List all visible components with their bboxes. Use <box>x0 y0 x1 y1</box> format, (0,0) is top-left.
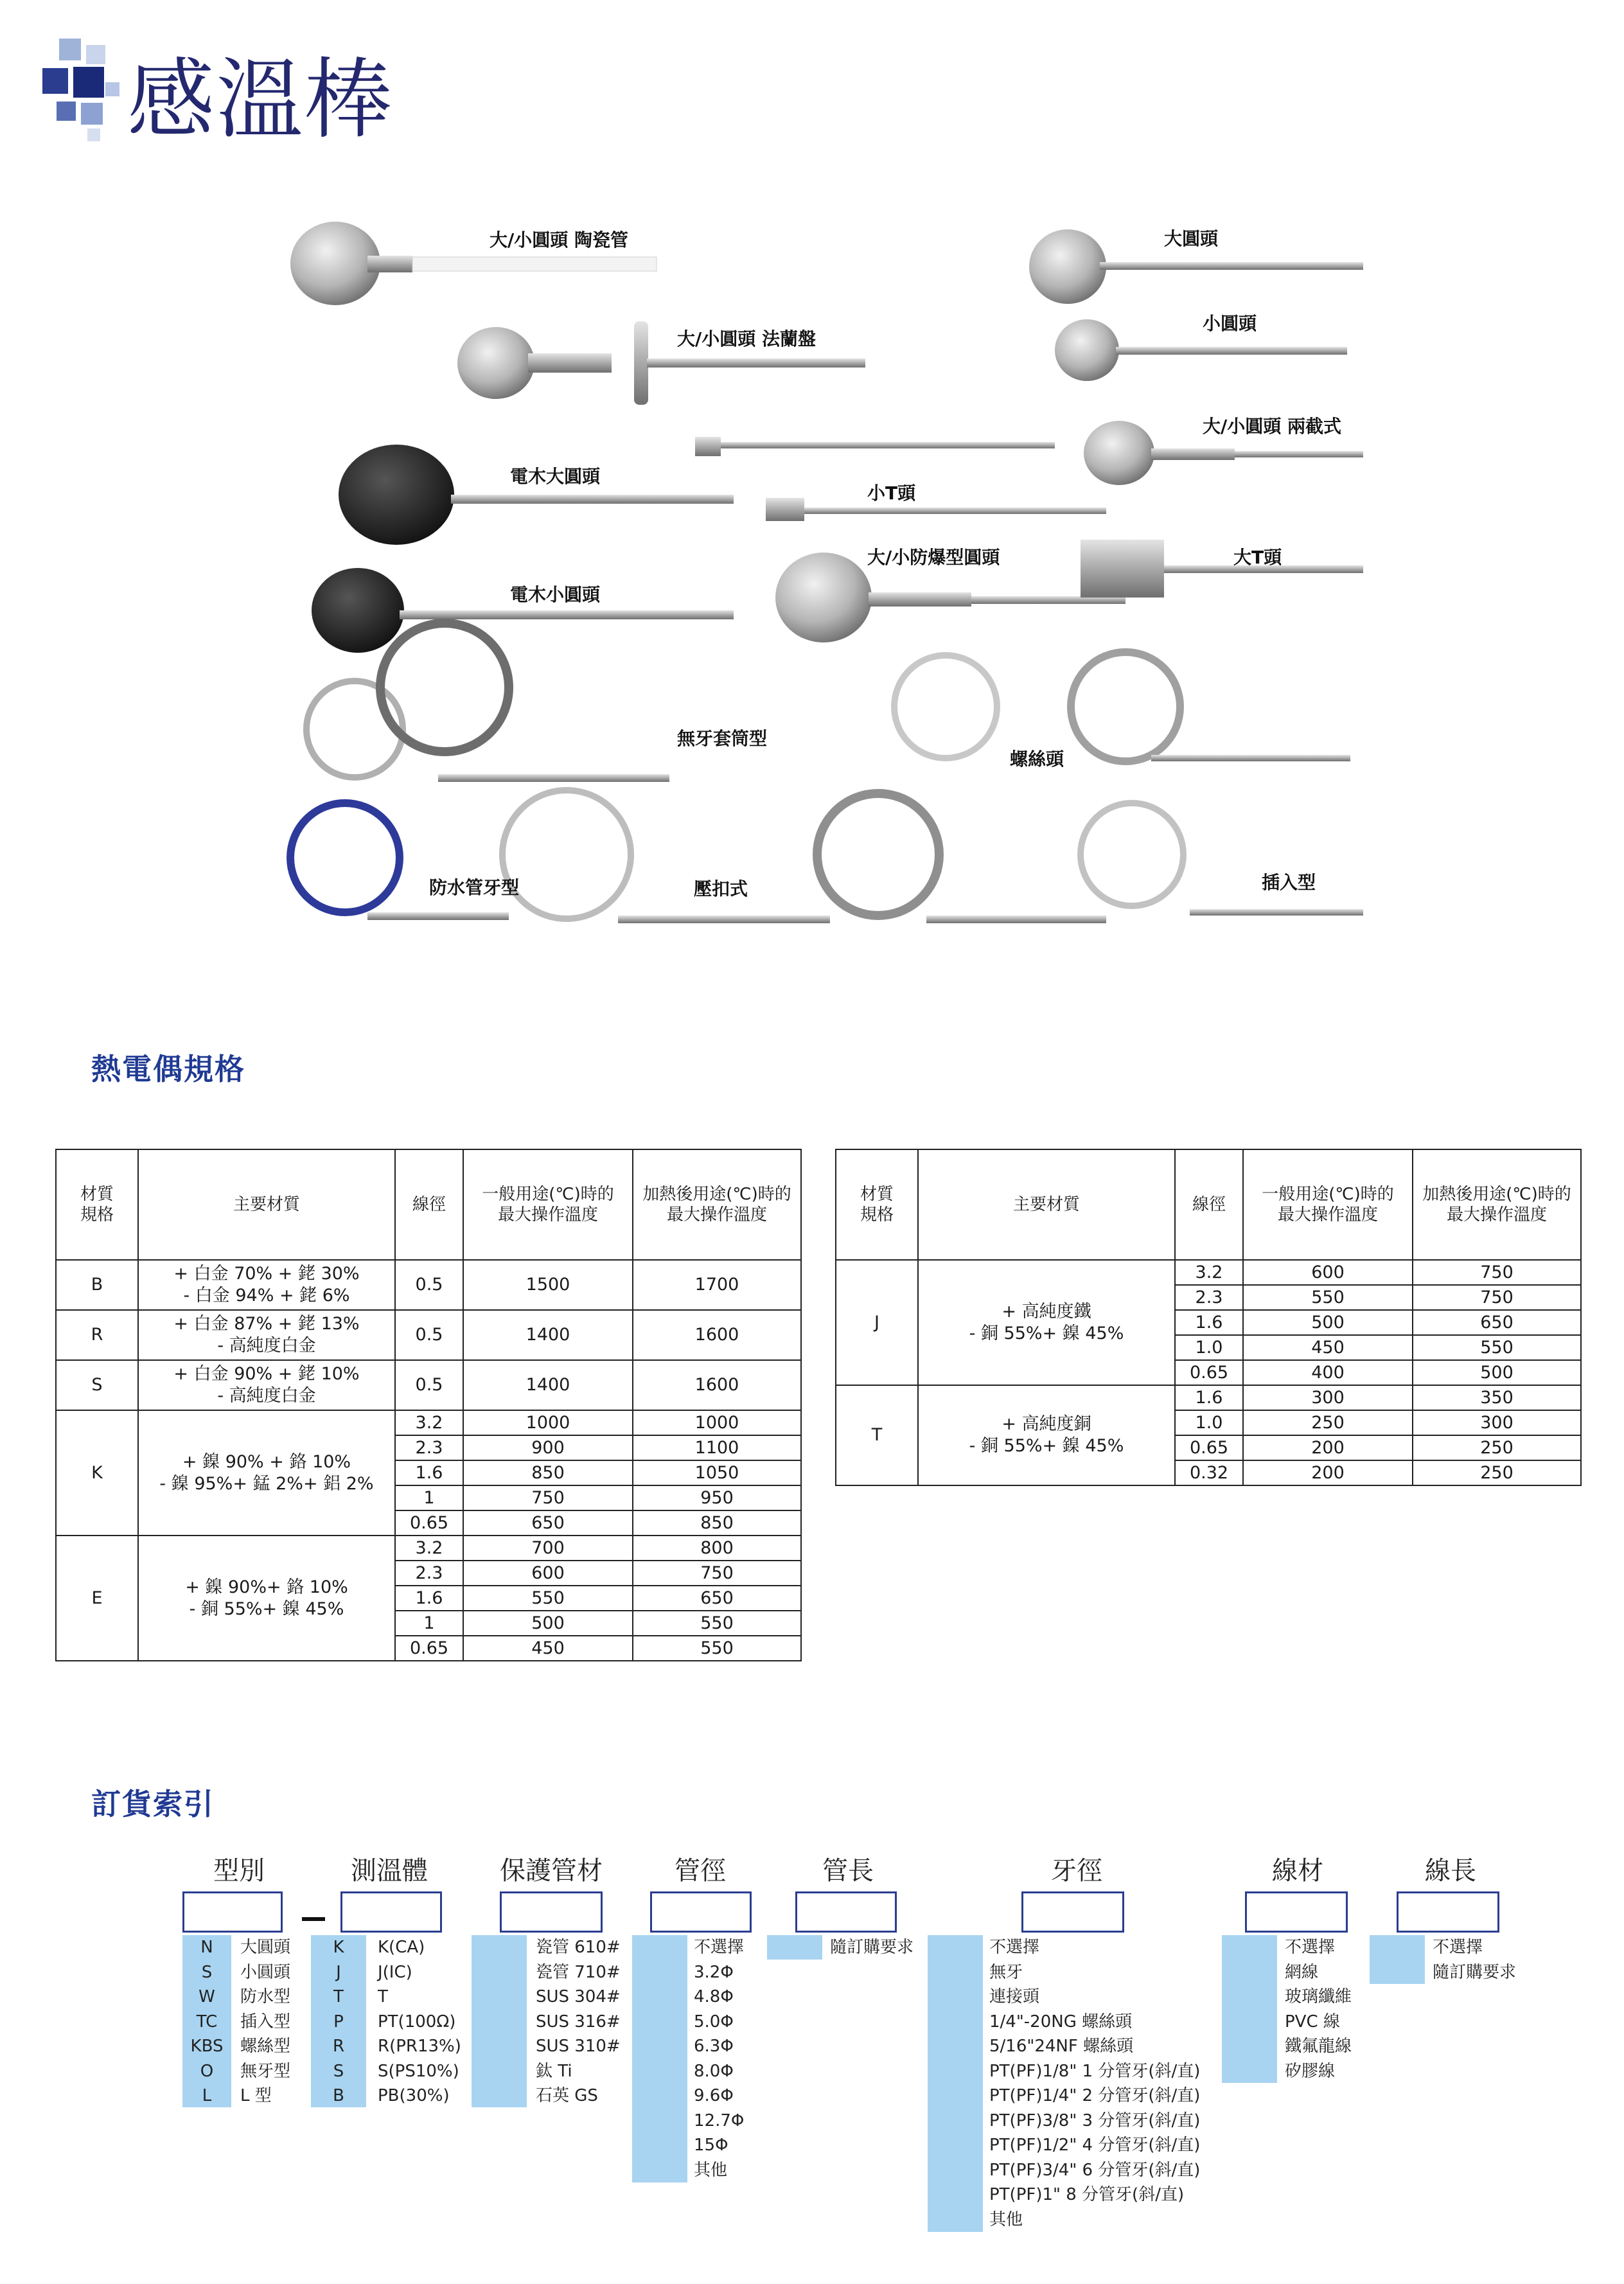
list-item: O <box>200 2061 214 2081</box>
list-item: 鈦 Ti <box>536 2061 572 2081</box>
header-heated-temp: 加熱後用途(℃)時的 最大操作溫度 <box>633 1149 801 1260</box>
label-bakelite-small: 電木小圓頭 <box>510 584 601 605</box>
tube-material-list <box>536 1935 621 2109</box>
header-normal-temp: 一般用途(℃)時的 最大操作溫度 <box>463 1149 633 1260</box>
diameter-input[interactable] <box>650 1891 752 1933</box>
label-explosion-proof: 大/小防爆型圓頭 <box>867 547 1000 568</box>
heading-type: 型別 <box>213 1856 265 1886</box>
brand-logo <box>39 33 119 141</box>
list-item: 鐵氟龍線 <box>1285 2037 1352 2056</box>
table-row: 0.65 650 850 <box>56 1510 801 1536</box>
list-item: 無牙 <box>989 1962 1023 1982</box>
table-row: 1.0 250 300 <box>836 1410 1581 1435</box>
cable-coil-images <box>290 623 1183 919</box>
list-item: J <box>336 1962 341 1982</box>
list-item: 隨訂購要求 <box>830 1938 914 1957</box>
large-t-head-image <box>1081 540 1363 598</box>
list-item: 1/4"-20NG 螺絲頭 <box>989 2012 1133 2032</box>
list-item: 不選擇 <box>1433 1938 1483 1957</box>
list-item: PT(PF)1/4" 2 分管牙(斜/直) <box>989 2086 1201 2105</box>
list-item: 網線 <box>1285 1962 1319 1982</box>
list-item: 5.0Φ <box>694 2012 734 2032</box>
order-section-title: 訂貨索引 <box>91 1787 215 1821</box>
table-row: 0.65 200 250 <box>836 1435 1581 1460</box>
heading-thread: 牙徑 <box>1051 1856 1102 1886</box>
wire-length-list <box>1433 1935 1516 1985</box>
tube-length-input[interactable] <box>795 1891 897 1933</box>
spec-table-left <box>55 1149 802 1661</box>
list-item: PVC 線 <box>1285 2012 1340 2032</box>
spec-table-right <box>835 1149 1582 1486</box>
list-item: 插入型 <box>240 2012 291 2032</box>
list-item: KBS <box>190 2037 224 2056</box>
table-row: S + 白金 90% + 銠 10% - 高純度白金 0.5 1400 1600 <box>56 1360 801 1410</box>
table-row: 1.6 850 1050 <box>56 1460 801 1485</box>
heading-diameter: 管徑 <box>675 1856 726 1886</box>
header-heated-temp: 加熱後用途(℃)時的 最大操作溫度 <box>1413 1149 1581 1260</box>
table-header-row <box>836 1149 1581 1260</box>
list-item: PB(30%) <box>378 2086 450 2105</box>
list-item: S <box>333 2061 344 2081</box>
table-row: 0.32 200 250 <box>836 1460 1581 1485</box>
label-screw-head: 螺絲頭 <box>1010 748 1064 770</box>
label-bakelite-large: 電木大圓頭 <box>510 466 601 487</box>
type-name-list <box>240 1935 290 2109</box>
list-item: PT(PF)1/2" 4 分管牙(斜/直) <box>989 2136 1201 2155</box>
list-item: SUS 304# <box>536 1987 621 2006</box>
list-item: 瓷管 710# <box>536 1962 621 1982</box>
label-small-t: 小T頭 <box>867 482 916 504</box>
list-item: 連接頭 <box>989 1987 1040 2006</box>
heading-wire: 線材 <box>1272 1856 1323 1886</box>
heading-tube-material: 保護管材 <box>500 1856 603 1886</box>
list-item: PT(PF)3/8" 3 分管牙(斜/直) <box>989 2111 1201 2130</box>
list-item: K(CA) <box>378 1938 425 1957</box>
list-item: 12.7Φ <box>694 2111 745 2130</box>
list-item: R(PR13%) <box>378 2037 461 2056</box>
heading-sensor: 測溫體 <box>351 1856 428 1886</box>
heading-tube-length: 管長 <box>822 1856 874 1886</box>
list-item: 防水型 <box>240 1987 291 2006</box>
list-item: 矽膠線 <box>1285 2061 1336 2081</box>
list-item: N <box>200 1938 213 1957</box>
list-item: K <box>333 1938 344 1957</box>
list-item: 瓷管 610# <box>536 1938 621 1957</box>
table-row: 2.3 550 750 <box>836 1285 1581 1310</box>
list-item: J(IC) <box>378 1962 412 1982</box>
wire-list <box>1285 1935 1352 2084</box>
header-material: 主要材質 <box>138 1149 395 1260</box>
list-item: T <box>333 1987 344 2006</box>
table-row: 0.65 450 550 <box>56 1636 801 1661</box>
list-item: 6.3Φ <box>694 2037 734 2056</box>
list-item: S(PS10%) <box>378 2061 459 2081</box>
sensor-code-input[interactable] <box>340 1891 442 1933</box>
label-large-round: 大圓頭 <box>1164 228 1219 249</box>
bakelite-large-head-image <box>339 445 734 545</box>
label-waterproof: 防水管牙型 <box>429 877 520 898</box>
list-item: T <box>378 1987 388 2006</box>
table-row: 1.6 550 650 <box>56 1586 801 1611</box>
wire-bar <box>1222 1935 1277 2083</box>
diameter-bar <box>632 1935 687 2182</box>
wire-input[interactable] <box>1245 1891 1348 1933</box>
label-large-t: 大T頭 <box>1233 547 1282 568</box>
list-item: 15Φ <box>694 2136 728 2155</box>
table-row: 0.65 400 500 <box>836 1360 1581 1385</box>
label-small-round: 小圓頭 <box>1203 313 1257 334</box>
small-round-head-image <box>1055 319 1347 381</box>
list-item: PT(100Ω) <box>378 2012 456 2032</box>
list-item: W <box>199 1987 215 2006</box>
list-item: 大圓頭 <box>240 1938 291 1957</box>
table-row: 1.0 450 550 <box>836 1335 1581 1360</box>
header-material: 主要材質 <box>918 1149 1175 1260</box>
sensor-code-list <box>311 1935 366 2109</box>
thread-bar <box>928 1935 983 2232</box>
list-item: S <box>201 1962 213 1982</box>
type-code-input[interactable] <box>182 1891 283 1933</box>
list-item: 螺絲型 <box>240 2037 291 2056</box>
header-code: 材質 規格 <box>836 1149 918 1260</box>
header-wire: 線徑 <box>395 1149 463 1260</box>
header-code: 材質 規格 <box>56 1149 138 1260</box>
list-item: 隨訂購要求 <box>1433 1962 1517 1982</box>
label-insert: 插入型 <box>1262 872 1316 893</box>
table-header-row <box>56 1149 801 1260</box>
sensor-name-list <box>378 1935 461 2109</box>
header-normal-temp: 一般用途(℃)時的 最大操作溫度 <box>1243 1149 1413 1260</box>
header-wire: 線徑 <box>1175 1149 1243 1260</box>
table-row: 1 750 950 <box>56 1485 801 1510</box>
table-row: J + 高純度鐵 - 銅 55%+ 鎳 45% 3.2 600 750 <box>836 1260 1581 1285</box>
list-item: 石英 GS <box>536 2086 598 2105</box>
list-item: B <box>333 2086 344 2105</box>
product-illustrations <box>284 193 1363 944</box>
list-item: 不選擇 <box>1285 1938 1336 1957</box>
tube-material-bar <box>472 1935 527 2107</box>
type-code-list <box>182 1935 231 2109</box>
table-row: K + 鎳 90% + 鉻 10% - 鎳 95%+ 錳 2%+ 鋁 2% 3.2 1000 1000 <box>56 1410 801 1435</box>
list-item: 其他 <box>694 2160 728 2180</box>
label-ceramic: 大/小圓頭 陶瓷管 <box>490 229 628 251</box>
wire-length-input[interactable] <box>1397 1891 1499 1933</box>
list-item: SUS 316# <box>536 2012 621 2032</box>
tube-material-input[interactable] <box>500 1891 603 1933</box>
spec-section-title: 熱電偶規格 <box>91 1052 245 1086</box>
list-item: PT(PF)1" 8 分管牙(斜/直) <box>989 2185 1185 2204</box>
list-item: L <box>202 2086 212 2105</box>
wire-length-bar <box>1370 1935 1425 1984</box>
list-item: 玻璃纖維 <box>1285 1987 1352 2006</box>
tube-length-bar <box>767 1935 822 1960</box>
thread-list <box>989 1935 1200 2232</box>
table-row: T + 高純度銅 - 銅 55%+ 鎳 45% 1.6 300 350 <box>836 1385 1581 1410</box>
list-item: 不選擇 <box>694 1938 745 1957</box>
label-two-section: 大/小圓頭 兩截式 <box>1203 416 1341 437</box>
label-press: 壓扣式 <box>694 878 748 899</box>
diameter-list <box>694 1935 744 2182</box>
separator-dash <box>302 1917 325 1921</box>
table-row: 2.3 600 750 <box>56 1561 801 1586</box>
list-item: PT(PF)1/8" 1 分管牙(斜/直) <box>989 2061 1201 2081</box>
table-row: R + 白金 87% + 銠 13% - 高純度白金 0.5 1400 1600 <box>56 1310 801 1360</box>
list-item: 4.8Φ <box>694 1987 734 2006</box>
list-item: 不選擇 <box>989 1938 1040 1957</box>
list-item: 9.6Φ <box>694 2086 734 2105</box>
product-photo-collage <box>284 193 1363 944</box>
table-row: 1 500 550 <box>56 1611 801 1636</box>
table-row: B + 白金 70% + 銠 30% - 白金 94% + 銠 6% 0.5 1500 1700 <box>56 1260 801 1310</box>
tube-length-list <box>830 1935 914 1960</box>
heading-wire-length: 線長 <box>1425 1856 1476 1886</box>
table-row: 1.6 500 650 <box>836 1310 1581 1335</box>
list-item: SUS 310# <box>536 2037 621 2056</box>
list-item: R <box>332 2037 345 2056</box>
thread-input[interactable] <box>1021 1891 1124 1933</box>
list-item: 小圓頭 <box>240 1962 291 1982</box>
list-item: 3.2Φ <box>694 1962 734 1982</box>
label-sleeve: 無牙套筒型 <box>677 728 768 749</box>
list-item: P <box>333 2012 344 2032</box>
list-item: PT(PF)3/4" 6 分管牙(斜/直) <box>989 2160 1201 2180</box>
list-item: L 型 <box>240 2086 272 2105</box>
table-row: E + 鎳 90%+ 鉻 10% - 銅 55%+ 鎳 45% 3.2 700 800 <box>56 1536 801 1561</box>
table-row: 2.3 900 1100 <box>56 1435 801 1460</box>
list-item: TC <box>196 2012 218 2032</box>
label-flange: 大/小圓頭 法蘭盤 <box>677 328 816 350</box>
page-title: 感溫棒 <box>127 49 393 151</box>
list-item: 無牙型 <box>240 2061 291 2081</box>
list-item: 其他 <box>989 2209 1023 2229</box>
list-item: 8.0Φ <box>694 2061 734 2081</box>
list-item: 5/16"24NF 螺絲頭 <box>989 2037 1134 2056</box>
